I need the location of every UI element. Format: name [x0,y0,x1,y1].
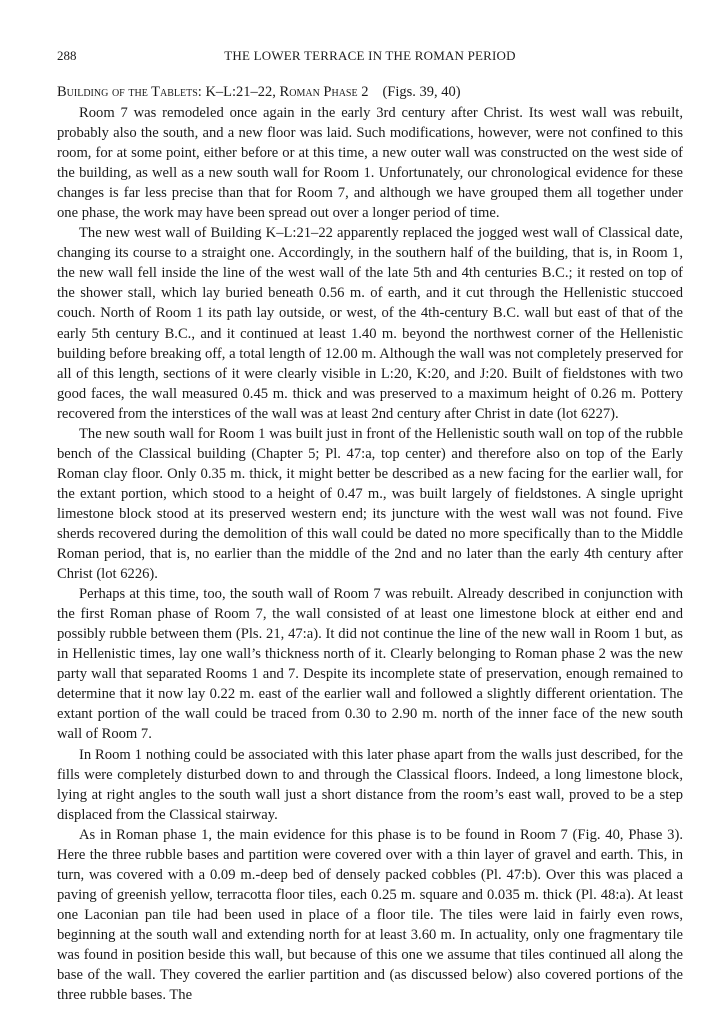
paragraph: In Room 1 nothing could be associated with this later phase apart from the walls just described, for the fills were completely disturbed down to and through the Classical floors. Indeed, a long limestone block, lying at right angles to the south wall just a short distance from the room’s east wall, proved to be a step displaced from the Classical stairway. [57,746,683,823]
running-head [57,46,683,66]
section-heading [57,82,683,102]
document-page [57,46,683,1005]
figure-reference: (Figs. 39, 40) [382,84,461,100]
section-title: Building of the Tablets: K–L:21–22, Roman Phase 2 [57,84,369,100]
paragraph: The new south wall for Room 1 was built just in front of the Hellenistic south wall on top of the rubble bench of the Classical building (Chapter 5; Pl. 47:a, top center) and therefore also on top of the Early Roman clay floor. Only 0.35 m. thick, it might better be described as a new facing for the earlier wall, for the extant portion, which stood to a height of 0.47 m., was built largely of fieldstones. A single upright limestone block stood at its preserved western end; its juncture with the west wall was not found. Five sherds recovered during the demolition of this wall could be dated no more specifically than to the Middle Roman period, that is, no earlier than the middle of the 2nd and no later than the early 4th century after Christ (lot 6226). [57,425,683,583]
body-text [57,103,683,1005]
paragraph: Perhaps at this time, too, the south wall of Room 7 was rebuilt. Already described in conjunction with the first Roman phase of Room 7, the wall consisted of at least one limestone block at either end and possibly rubble between them (Pls. 21, 47:a). It did not continue the line of the new wall in Room 1 but, as in Hellenistic times, lay one wall’s thickness north of it. Clearly belonging to Roman phase 2 was the new party wall that separated Rooms 1 and 7. Despite its incomplete state of preservation, enough remained to determine that it now lay 0.22 m. east of the earlier wall and followed a slightly different orientation. The extant portion of the wall could be traced from 0.30 to 2.90 m. north of the inner face of the new south wall of Room 7. [57,586,683,743]
paragraph: Room 7 was remodeled once again in the early 3rd century after Christ. Its west wall was rebuilt, probably also the south, and a new floor was laid. Such modifications, however, were not confined to this room, for at some point, either before or at this time, a new outer wall was constructed on the west side of the building, as well as a new south wall for Room 1. Unfortunately, our chronological evidence for these changes is far less precise than that for Room 7, and although we have grouped them all together under one phase, the work may have been spread out over a longer period of time. [57,105,683,222]
page-number: 288 [57,48,77,63]
paragraph: As in Roman phase 1, the main evidence for this phase is to be found in Room 7 (Fig. 40, Phase 3). Here the three rubble bases and partition were covered over with a thin layer of gravel and earth. This, in turn, was covered with a 0.09 m.-deep bed of densely packed cobbles (Pl. 47:b). Over this was placed a paving of greenish yellow, terracotta floor tiles, each 0.25 m. square and 0.035 m. thick (Pl. 48:a). At least one Laconian pan tile had been used in place of a floor tile. The tiles were laid in fairly even rows, beginning at the south wall and extending north for at least 3.60 m. In actuality, only one fragmentary tile was found in position beside this wall, but because of this one we assume that tiles continued all along the base of the wall. They covered the earlier partition and (as discussed below) also covered portions of the three rubble bases. The [57,826,683,1004]
paragraph: The new west wall of Building K–L:21–22 apparently replaced the jogged west wall of Classical date, changing its course to a straight one. Accordingly, in the southern half of the building, that is, in Room 1, the new wall fell inside the line of the west wall of the late 5th and 4th centuries B.C.; it rested on top of the shower stall, which lay buried beneath 0.56 m. of earth, and it cut through the Hellenistic stuccoed couch. North of Room 1 its path lay outside, or west, of the 4th-century B.C. wall but east of that of the early 5th century B.C., and it continued at least 1.40 m. beyond the northwest corner of the Hellenistic building before breaking off, a total length of 12.00 m. Although the wall was not completely preserved for all of this length, sections of it were clearly visible in L:20, K:20, and J:20. Built of fieldstones with two good faces, the wall measured 0.45 m. thick and was preserved to a maximum height of 0.26 m. Pottery recovered from the interstices of the wall was at least 2nd century after Christ in date (lot 6227). [57,225,683,422]
running-title: THE LOWER TERRACE IN THE ROMAN PERIOD [224,48,516,63]
